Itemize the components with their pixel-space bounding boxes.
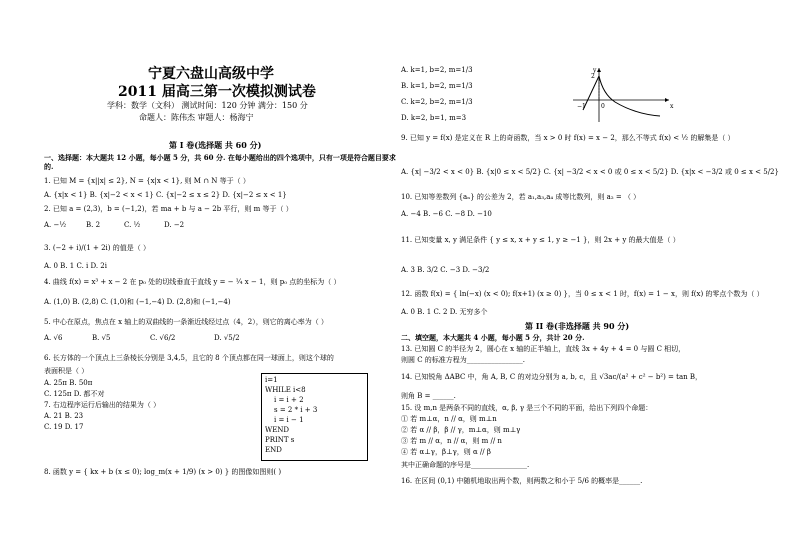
y-axis-arrow [597, 68, 601, 72]
question-2: 2. 已知 a = (2,3)，b = (−1,2)，若 ma + b 与 a − 2b 平行，则 m 等于（ ） [44, 205, 293, 213]
q1-choices: A. {x|x < 1} B. {x|−2 < x < 1} C. {x|−2 ≤ x ≤ 2} D. {x|−2 ≤ x < 1} [44, 191, 287, 199]
question-16: 16. 在区间 (0,1) 中随机地取出两个数，则两数之和小于 5/6 的概率是______. [401, 477, 643, 485]
q7-choices-cd: C. 19 D. 17 [44, 423, 84, 431]
question-9: 9. 已知 y = f(x) 是定义在 R 上的奇函数，当 x > 0 时 f(x) = x − 2，那么不等式 f(x) < ½ 的解集是（ ） [401, 134, 735, 142]
question-6: 6. 长方体的一个顶点上三条棱长分别是 3,4,5，且它的 8 个顶点都在同一球面上，则这个球的 [44, 354, 334, 362]
part1-title: 第 I 卷(选择题 共 60 分) [169, 140, 262, 150]
exam-people: 命题人：陈伟杰 审题人：杨海宁 [139, 113, 254, 122]
proposition-3: ③ 若 m // α，n // α，则 m // n [401, 437, 502, 445]
x-axis-arrow [665, 98, 669, 102]
label-2: 2 [591, 73, 595, 80]
program-line: s = 2 * i + 3 [274, 406, 318, 414]
school-name: 宁夏六盘山高级中学 [148, 66, 274, 82]
question-15-answer: 其中正确命题的序号是________________. [401, 461, 530, 469]
question-1: 1. 已知 M = {x||x| ≤ 2}, N = {x|x < 1}, 则 M ∩ N 等于（ ） [44, 177, 250, 185]
question-15: 15. 设 m,n 是两条不同的直线，α, β, γ 是三个不同的平面，给出下列四个命题： [401, 404, 653, 412]
part2-title: 第 II 卷(非选择题 共 90 分) [525, 321, 630, 331]
program-line: END [265, 446, 282, 454]
q2-choice-d: D. −2 [164, 221, 185, 229]
part1-instructions: 一、选择题：本大题共 12 小题，每小题 5 分，共 60 分. 在每小题给出的四个选项中，只有一项是符合题目要求的. [44, 153, 396, 171]
q11-choices: A. 3 B. 3/2 C. −3 D. −3/2 [401, 266, 490, 274]
question-7: 7. 右边程序运行后输出的结果为（ ） [44, 401, 161, 409]
question-6-cont: 表面积是（ ） [44, 367, 89, 375]
program-line: PRINT s [265, 436, 295, 444]
proposition-1: ① 若 m⊥α，n // α，则 m⊥n [401, 415, 497, 423]
q9-choices: A. {x| −3/2 < x < 0} B. {x|0 ≤ x < 5/2} C. {x| −3/2 < x < 0 或 0 ≤ x < 5/2} D. {x|x < −3/2 或 0 ≤ x < 5/2} [401, 168, 779, 176]
q10-choices: A. −4 B. −6 C. −8 D. −10 [401, 210, 492, 218]
program-line: WEND [265, 426, 290, 434]
program-line: i = i − 1 [274, 416, 304, 424]
question-5: 5. 中心在原点，焦点在 x 轴上的双曲线的一条渐近线经过点（4，2），则它的离心率为（ ） [44, 318, 328, 326]
program-line: WHILE i<8 [265, 386, 306, 394]
q8-graph [565, 64, 675, 124]
q6-choices-cd: C. 125π D. 都不对 [44, 390, 105, 398]
question-11: 11. 已知变量 x, y 满足条件 { y ≤ x, x + y ≤ 1, y ≥ −1 }，则 2x + y 的最大值是（ ） [401, 236, 680, 244]
q2-choice-b: B. 2 [86, 221, 101, 229]
question-4: 4. 曲线 f(x) = x³ + x − 2 在 p₀ 处的切线垂直于直线 y = − ¼ x − 1，则 p₀ 点的坐标为（ ） [44, 278, 341, 286]
question-13-cont: 则圆 C 的标准方程为________________. [401, 356, 526, 364]
program-box [261, 373, 368, 461]
q8-choice-b: B. k=1, b=2, m=1/3 [401, 82, 473, 90]
exam-info: 学科：数学（文科） 测试时间：120 分钟 满分：150 分 [107, 101, 308, 110]
question-3: 3. (−2 + i)/(1 + 2i) 的值是（ ） [44, 244, 150, 252]
question-13: 13. 已知圆 C 的半径为 2，圆心在 x 轴的正半轴上，直线 3x + 4y + 4 = 0 与圆 C 相切， [401, 345, 686, 353]
y-label: y [593, 67, 597, 74]
q4-choices: A. (1,0) B. (2,8) C. (1,0)和 (−1,−4) D. (2,8)和 (−1,−4) [44, 298, 231, 306]
question-12: 12. 函数 f(x) = { ln(−x) (x < 0); f(x+1) (x ≥ 0) }，当 0 ≤ x < 1 时，f(x) = 1 − x，则 f(x) 的零点个数为（ ） [401, 290, 764, 298]
q3-choices: A. 0 B. 1 C. i D. 2i [44, 262, 107, 270]
part2-instructions: 二、填空题，本大题共 4 小题，每小题 5 分，共计 20 分. [401, 333, 585, 342]
q8-choice-c: C. k=2, b=2, m=1/3 [401, 98, 473, 106]
q12-choices: A. 0 B. 1 C. 2 D. 无穷多个 [401, 308, 488, 316]
q5-choice-d: D. √5/2 [214, 334, 240, 342]
exam-title: 2011 届高三第一次模拟测试卷 [118, 84, 316, 100]
x-label: x [670, 103, 674, 110]
question-14-cont: 则角 B = ______. [401, 392, 456, 400]
q5-choice-c: C. √6/2 [150, 334, 176, 342]
q2-choice-c: C. ½ [124, 221, 141, 229]
q8-choice-a: A. k=1, b=2, m=1/3 [401, 66, 473, 74]
label-neg1: −1 [577, 103, 586, 110]
label-0: 0 [601, 103, 605, 110]
log-piece [599, 76, 660, 116]
q2-choice-a: A. −½ [44, 221, 67, 229]
q5-choice-a: A. √6 [44, 334, 63, 342]
proposition-2: ② 若 α // β，β // γ，m⊥α，则 m⊥γ [401, 426, 521, 434]
program-line: i=1 [265, 376, 278, 384]
q6-choices-ab: A. 25π B. 50π [44, 379, 93, 387]
question-10: 10. 已知等差数列 {aₙ} 的公差为 2，若 a₁,a₃,a₄ 成等比数列，则 a₂ = （ ） [401, 193, 641, 201]
question-8: 8. 函数 y = { kx + b (x ≤ 0); log_m(x + 1/9) (x > 0) } 的图像如图则( ) [44, 468, 282, 476]
q8-choice-d: D. k=2, b=1, m=3 [401, 114, 467, 122]
program-line: i = i + 2 [274, 396, 304, 404]
question-14: 14. 已知锐角 ΔABC 中，角 A, B, C 的对边分别为 a, b, c，且 √3ac/(a² + c² − b²) = tan B， [401, 373, 703, 381]
q7-choices-ab: A. 21 B. 23 [44, 412, 84, 420]
proposition-4: ④ 若 α⊥γ，β⊥γ，则 α // β [401, 448, 491, 456]
q5-choice-b: B. √5 [92, 334, 111, 342]
